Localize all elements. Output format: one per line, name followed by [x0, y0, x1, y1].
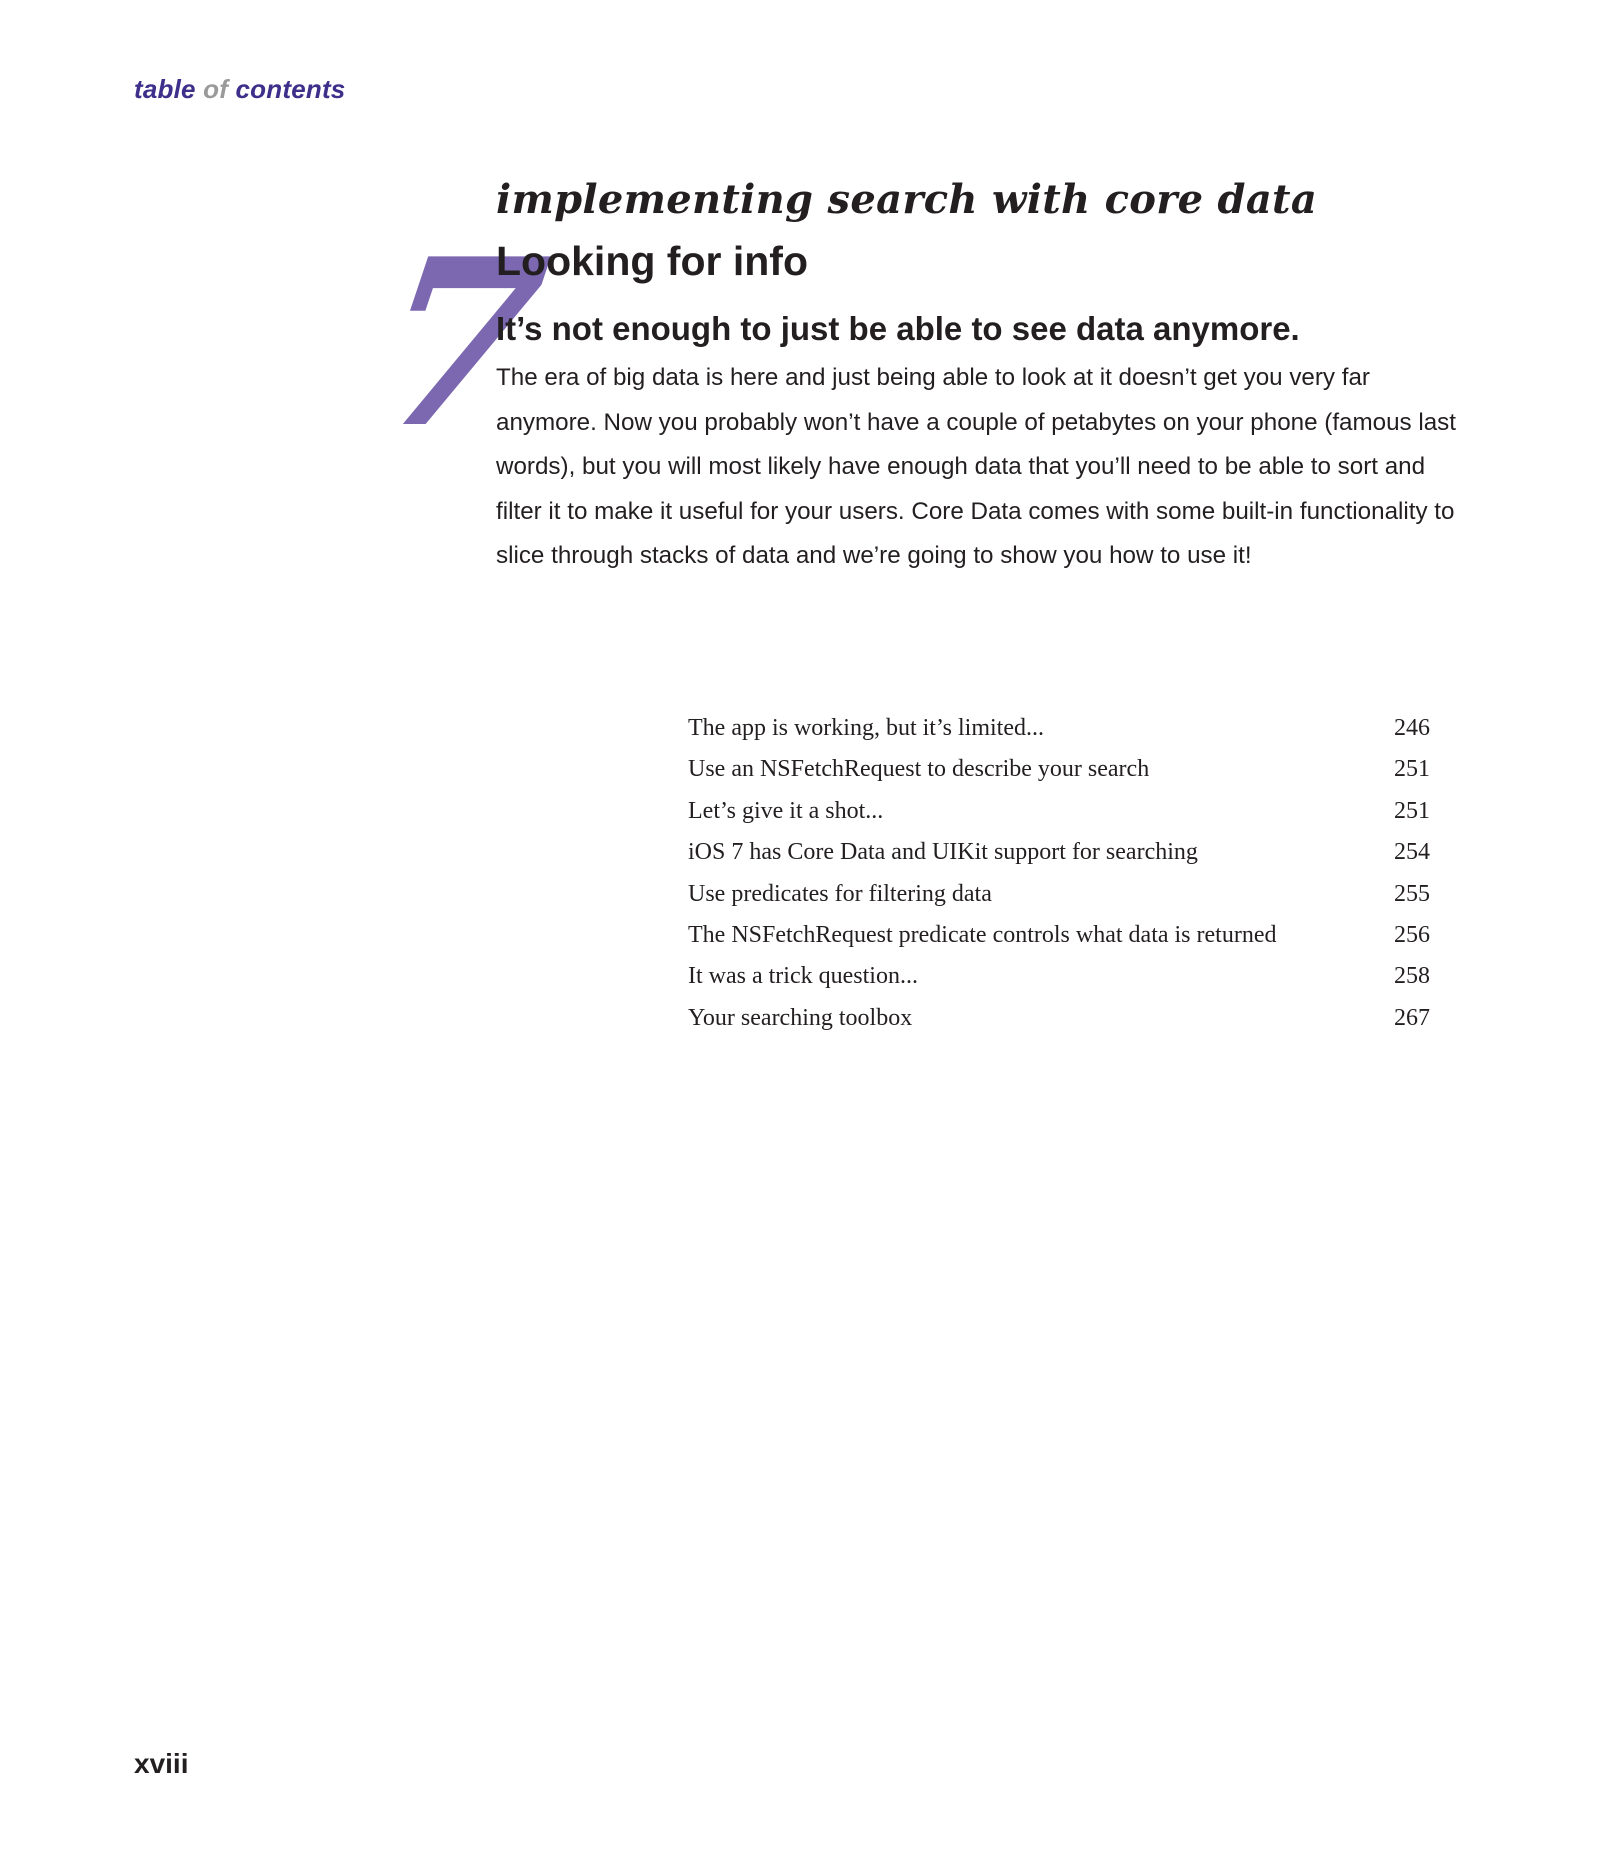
chapter-summary: The era of big data is here and just being able to look at it doesn’t get you very far anymore. Now you probably won’t have a couple of petabytes on your phone (famous last words), but you will most likely have enough data that you’ll need to be able to sort and filter it to make it useful for your users. Core Data comes with some built-in functionality to slice through stacks of data and we’re going to show you how to use it! — [496, 364, 1457, 569]
toc-entry[interactable] — [688, 1005, 1430, 1046]
toc-entry-page: 254 — [1394, 839, 1430, 866]
chapter-topic: implementing search with core data — [496, 176, 1318, 223]
toc-entry-page: 251 — [1394, 756, 1430, 783]
toc-entry-page: 255 — [1394, 880, 1430, 907]
toc-entry-title: The NSFetchRequest predicate controls what data is returned — [688, 921, 1277, 948]
toc-entry-title: Let’s give it a shot... — [688, 797, 884, 824]
running-header — [134, 74, 345, 105]
toc-entry-page: 256 — [1394, 921, 1430, 948]
toc-entry[interactable] — [688, 963, 1430, 1004]
toc-entry[interactable] — [688, 715, 1430, 756]
page-number: xviii — [134, 1748, 189, 1779]
running-header-table: table — [134, 74, 196, 104]
toc-entry[interactable] — [688, 756, 1430, 797]
toc-entry-page: 258 — [1394, 963, 1430, 990]
toc-entry-title: Use predicates for filtering data — [688, 880, 992, 907]
toc-entry[interactable] — [688, 798, 1430, 839]
chapter-number-glyph: 7 — [362, 208, 561, 479]
toc-entry-page: 246 — [1394, 715, 1430, 741]
toc-entry[interactable] — [688, 881, 1430, 922]
toc-entry-title: It was a trick question... — [688, 963, 918, 990]
toc-entry[interactable] — [688, 922, 1430, 963]
running-header-of: of — [203, 74, 229, 104]
chapter-subtitle: It’s not enough to just be able to see data anymore. — [496, 310, 1300, 347]
chapter-intro — [496, 176, 1496, 579]
toc-entry-page: 267 — [1394, 1004, 1430, 1031]
toc-entry-page: 251 — [1394, 797, 1430, 824]
toc-entry[interactable] — [688, 839, 1430, 880]
toc-entry-title: The app is working, but it’s limited... — [688, 715, 1044, 741]
toc-entry-title: Your searching toolbox — [688, 1004, 913, 1031]
toc-entry-title: iOS 7 has Core Data and UIKit support for searching — [688, 839, 1198, 866]
running-header-contents: contents — [235, 74, 346, 104]
chapter-title: Looking for info — [496, 238, 808, 284]
toc-entry-title: Use an NSFetchRequest to describe your search — [688, 756, 1150, 783]
toc-list — [688, 715, 1430, 1046]
